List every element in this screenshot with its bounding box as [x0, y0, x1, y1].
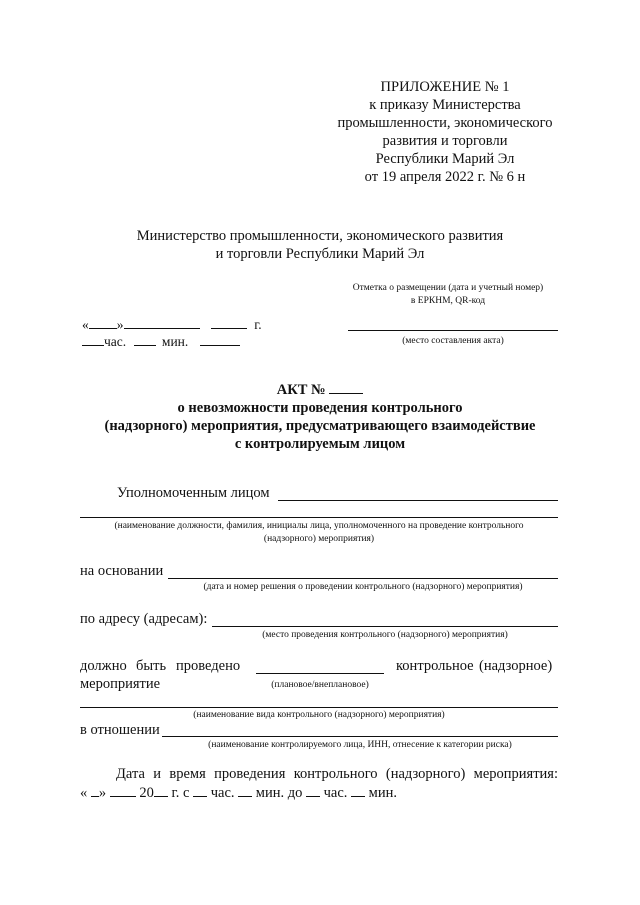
dt-quote-close: » — [98, 785, 107, 801]
authorized-line2[interactable] — [80, 517, 558, 518]
minutes-label: мин. — [161, 334, 189, 349]
quote-open: « — [82, 317, 89, 332]
registry-note-line1: Отметка о размещении (дата и учетный номер) — [352, 283, 544, 293]
regarding-line[interactable] — [162, 736, 558, 737]
dt-min2-blank[interactable] — [351, 784, 365, 797]
should-word1: должно — [80, 658, 127, 674]
dt-min-to: мин. до — [255, 785, 303, 801]
authorized-line[interactable] — [278, 500, 558, 501]
date-field[interactable] — [82, 316, 262, 333]
hour-blank[interactable] — [82, 333, 104, 346]
ministry-name-line2: и торговли Республики Марий Эл — [215, 246, 425, 262]
act-number-blank[interactable] — [329, 381, 363, 394]
act-title — [0, 381, 640, 399]
dt-year-blank[interactable] — [154, 784, 168, 797]
dt-min2-label: мин. — [368, 785, 397, 801]
regarding-label: в отношении — [80, 722, 160, 738]
basis-label: на основании — [80, 563, 164, 579]
address-caption: (место проведения контрольного (надзорного) мероприятия) — [262, 630, 508, 640]
title-line3: с контролируемым лицом — [234, 436, 406, 452]
appendix-line: от 19 апреля 2022 г. № 6 н — [364, 169, 526, 185]
regarding-caption: (наименование контролируемого лица, ИНН, отнесение к категории риска) — [208, 740, 512, 750]
dt-quote-open: « — [80, 785, 88, 801]
should-word2: быть — [136, 658, 167, 674]
place-line[interactable] — [348, 330, 558, 331]
address-line[interactable] — [212, 626, 558, 627]
title-line2: (надзорного) мероприятия, предусматривающего взаимодействие — [104, 418, 536, 434]
should-line2: мероприятие — [80, 676, 161, 692]
basis-caption: (дата и номер решения о проведении контрольного (надзорного) мероприятия) — [203, 582, 523, 592]
dt-day-blank[interactable] — [91, 784, 99, 797]
place-caption: (место составления акта) — [402, 336, 504, 346]
basis-line[interactable] — [168, 578, 558, 579]
appendix-line: к приказу Министерства — [369, 97, 521, 113]
authorized-label: Уполномоченным лицом — [117, 485, 270, 501]
registry-note-line2: в ЕРКНМ, QR-код — [410, 296, 486, 306]
dt-century: 20 — [139, 785, 154, 801]
authorized-caption2: (надзорного) мероприятия) — [263, 534, 375, 544]
datetime-line1: Дата и время проведения контрольного (надзорного) мероприятия: — [116, 766, 558, 782]
appendix-line: Республики Марий Эл — [375, 151, 515, 167]
year-suffix: г. — [254, 317, 262, 332]
should-word4: контрольное — [396, 658, 474, 674]
month-blank[interactable] — [124, 316, 200, 329]
plan-type-caption: (плановое/внеплановое) — [271, 680, 369, 690]
dt-hour1-blank[interactable] — [193, 784, 207, 797]
day-blank[interactable] — [89, 316, 117, 329]
time-field[interactable] — [82, 333, 240, 350]
plan-type-line[interactable] — [256, 673, 384, 674]
title-line1: о невозможности проведения контрольного — [177, 400, 463, 416]
dt-hour1-label: час. — [210, 785, 235, 801]
appendix-line: промышленности, экономического — [337, 115, 553, 131]
address-label: по адресу (адресам): — [80, 611, 208, 627]
dt-hour2-blank[interactable] — [306, 784, 320, 797]
act-number-label: АКТ № — [276, 382, 326, 398]
ministry-name-line1: Министерство промышленности, экономического развития — [136, 228, 504, 244]
year-blank[interactable] — [211, 316, 247, 329]
appendix-title: ПРИЛОЖЕНИЕ № 1 — [380, 79, 510, 95]
hours-label: час. — [104, 334, 127, 349]
measure-type-caption: (наименование вида контрольного (надзорного) мероприятия) — [193, 710, 445, 720]
dt-hour2-label: час. — [323, 785, 348, 801]
measure-type-line[interactable] — [80, 707, 558, 708]
should-word3: проведено — [176, 658, 241, 674]
appendix-line: развития и торговли — [382, 133, 508, 149]
authorized-caption: (наименование должности, фамилия, инициалы лица, уполномоченного на проведение контрольного — [114, 521, 524, 531]
dt-min1-blank[interactable] — [238, 784, 252, 797]
datetime-line2[interactable] — [80, 784, 397, 802]
dt-year-from: г. с — [171, 785, 190, 801]
should-word5: (надзорное) — [479, 658, 553, 674]
time-extra-blank[interactable] — [200, 333, 240, 346]
dt-month-blank[interactable] — [110, 784, 136, 797]
quote-close: » — [116, 317, 124, 332]
minute-blank[interactable] — [134, 333, 156, 346]
